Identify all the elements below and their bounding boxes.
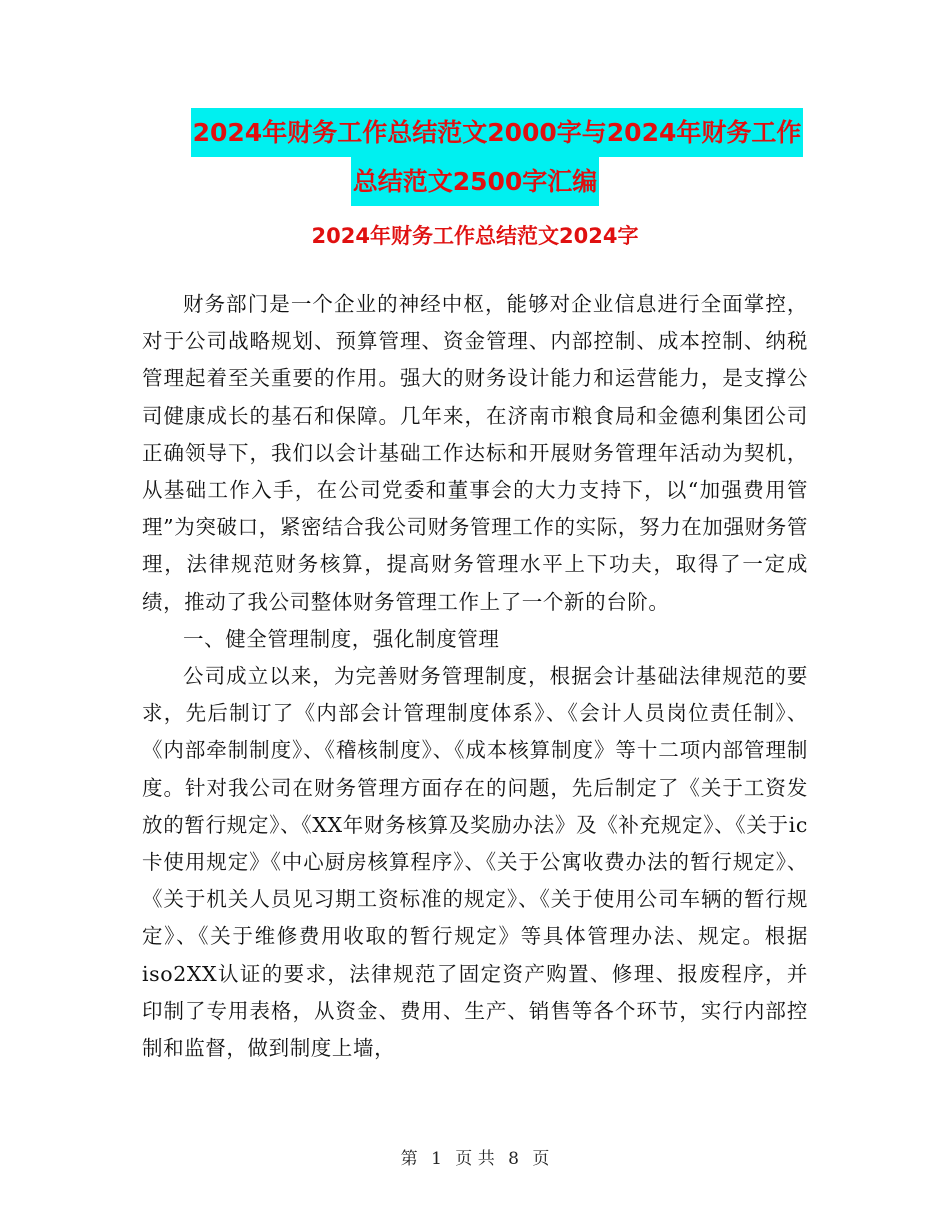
page-total: 8 — [508, 1149, 519, 1169]
section-heading-1: 一、健全管理制度，强化制度管理 — [183, 626, 500, 651]
paragraph-section-1: 公司成立以来，为完善财务管理制度，根据会计基础法律规范的要求，先后制订了《内部会计管理制度体系》、《会计人员岗位责任制》、《内部牵制制度》、《稽核制度》、《成本核算制度》等十二项内部管理制度。针对我公司在财务管理方面存在的问题，先后制定了《关于工资发放的暂行规定》、《XX年财务核算及奖励办法》及《补充规定》、《关于ic卡使用规定》《中心厨房核算程序》、《关于公寓收费办法的暂行规定》、《关于机关人员见习期工资标准的规定》、《关于使用公司车辆的暂行规定》、《关于维修费用收取的暂行规定》等具体管理办法、规定。根据iso2XX认证的要求，法律规范了固定资产购置、修理、报废程序，并印制了专用表格，从资金、费用、生产、销售等各个环节，实行内部控制和监督，做到制度上墙， — [142, 664, 808, 1061]
page-footer — [0, 1144, 950, 1169]
title-line-2: 总结范文2500字汇编 — [351, 157, 600, 206]
page-label-mid: 页 共 — [455, 1149, 495, 1169]
section-heading: 2024年财务工作总结范文2024字 — [311, 224, 639, 248]
title-line-1: 2024年财务工作总结范文2000字与2024年财务工作 — [191, 108, 804, 157]
page-label-prefix: 第 — [400, 1149, 418, 1169]
paragraph-intro: 财务部门是一个企业的神经中枢，能够对企业信息进行全面掌控，对于公司战略规划、预算管理、资金管理、内部控制、成本控制、纳税管理起着至关重要的作用。强大的财务设计能力和运营能力，是支撑公司健康成长的基石和保障。几年来，在济南市粮食局和金德利集团公司正确领导下，我们以会计基础工作达标和开展财务管理年活动为契机，从基础工作入手，在公司党委和董事会的大力支持下，以“加强费用管理”为突破口，紧密结合我公司财务管理工作的实际，努力在加强财务管理，法律规范财务核算，提高财务管理水平上下功夫，取得了一定成绩，推动了我公司整体财务管理工作上了一个新的台阶。 — [142, 292, 808, 614]
document-body — [142, 286, 808, 1067]
page-current: 1 — [431, 1149, 442, 1169]
document-title — [0, 108, 950, 206]
page-label-suffix: 页 — [532, 1149, 550, 1169]
